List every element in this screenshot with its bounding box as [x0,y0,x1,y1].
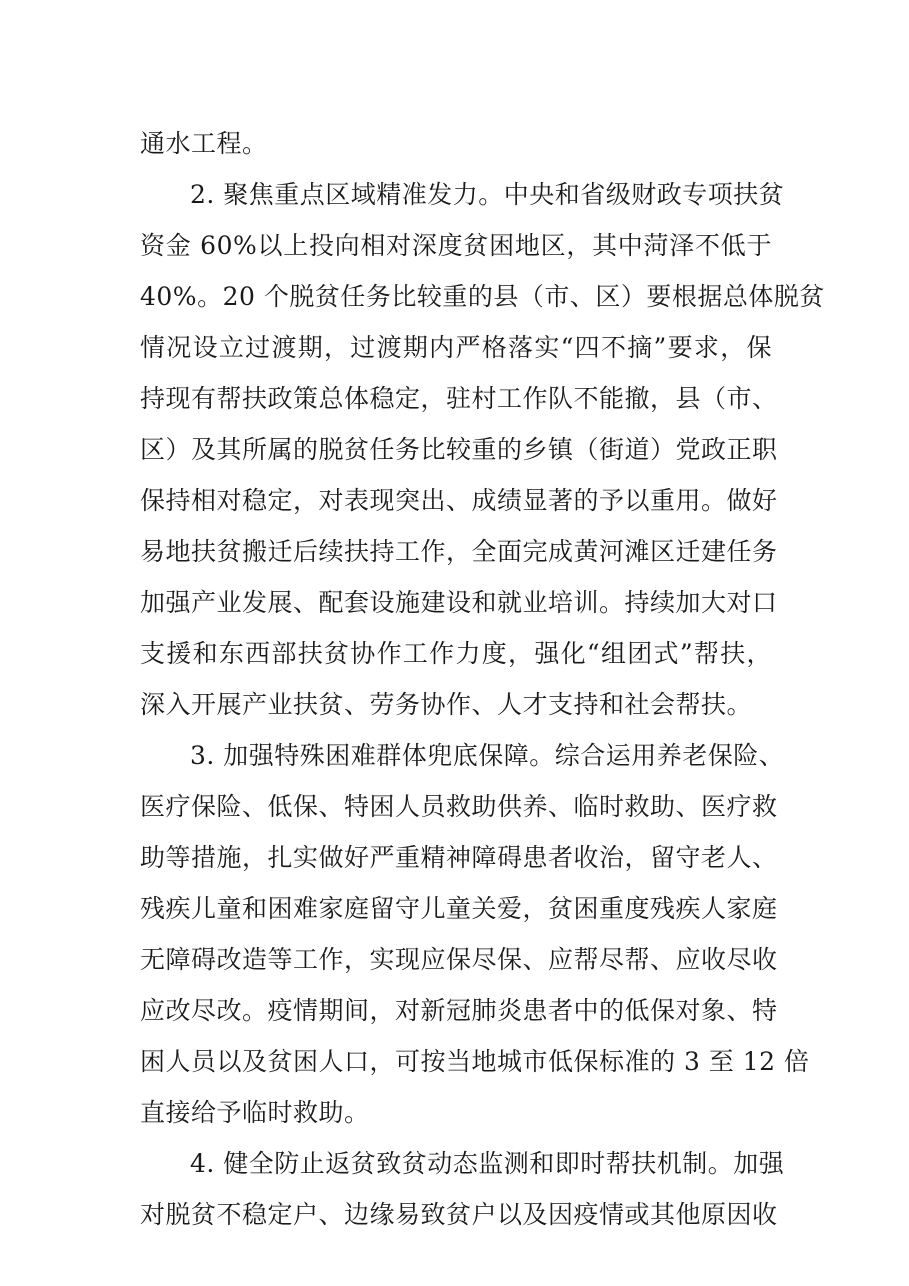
text-line: 残疾儿童和困难家庭留守儿童关爱，贫困重度残疾人家庭 [140,894,778,923]
paragraph-heading-4: 4. 健全防止返贫致贫动态监测和即时帮扶机制。加强 [190,1149,785,1178]
text-line: 情况设立过渡期，过渡期内严格落实“四不摘”要求，保 [140,333,772,362]
text-line: 通水工程。 [140,129,268,158]
text-line: 应改尽改。疫情期间，对新冠肺炎患者中的低保对象、特 [140,996,778,1025]
text-line: 40%。20 个脱贫任务比较重的县（市、区）要根据总体脱贫 [140,282,825,311]
paragraph-heading-2: 2. 聚焦重点区域精准发力。中央和省级财政专项扶贫 [190,180,785,209]
text-line: 直接给予临时救助。 [140,1098,370,1127]
text-line: 医疗保险、低保、特困人员救助供养、临时救助、医疗救 [140,792,778,821]
text-line: 持现有帮扶政策总体稳定，驻村工作队不能撤，县（市、 [140,384,778,413]
text-line: 困人员以及贫困人口，可按当地城市低保标准的 3 至 12 倍 [140,1047,810,1076]
text-line: 无障碍改造等工作，实现应保尽保、应帮尽帮、应收尽收 [140,945,778,974]
text-line: 资金 60%以上投向相对深度贫困地区，其中菏泽不低于 [140,231,772,260]
text-line: 深入开展产业扶贫、劳务协作、人才支持和社会帮扶。 [140,690,753,719]
paragraph-heading-3: 3. 加强特殊困难群体兜底保障。综合运用养老保险、 [190,741,785,770]
text-line: 加强产业发展、配套设施建设和就业培训。持续加大对口 [140,588,778,617]
text-line: 助等措施，扎实做好严重精神障碍患者收治，留守老人、 [140,843,778,872]
text-line: 支援和东西部扶贫协作工作力度，强化“组团式”帮扶， [140,639,772,668]
text-line: 对脱贫不稳定户、边缘易致贫户以及因疫情或其他原因收 [140,1200,778,1229]
text-line: 区）及其所属的脱贫任务比较重的乡镇（街道）党政正职 [140,435,778,464]
text-line: 易地扶贫搬迁后续扶持工作，全面完成黄河滩区迁建任务 [140,537,778,566]
text-line: 保持相对稳定，对表现突出、成绩显著的予以重用。做好 [140,486,778,515]
